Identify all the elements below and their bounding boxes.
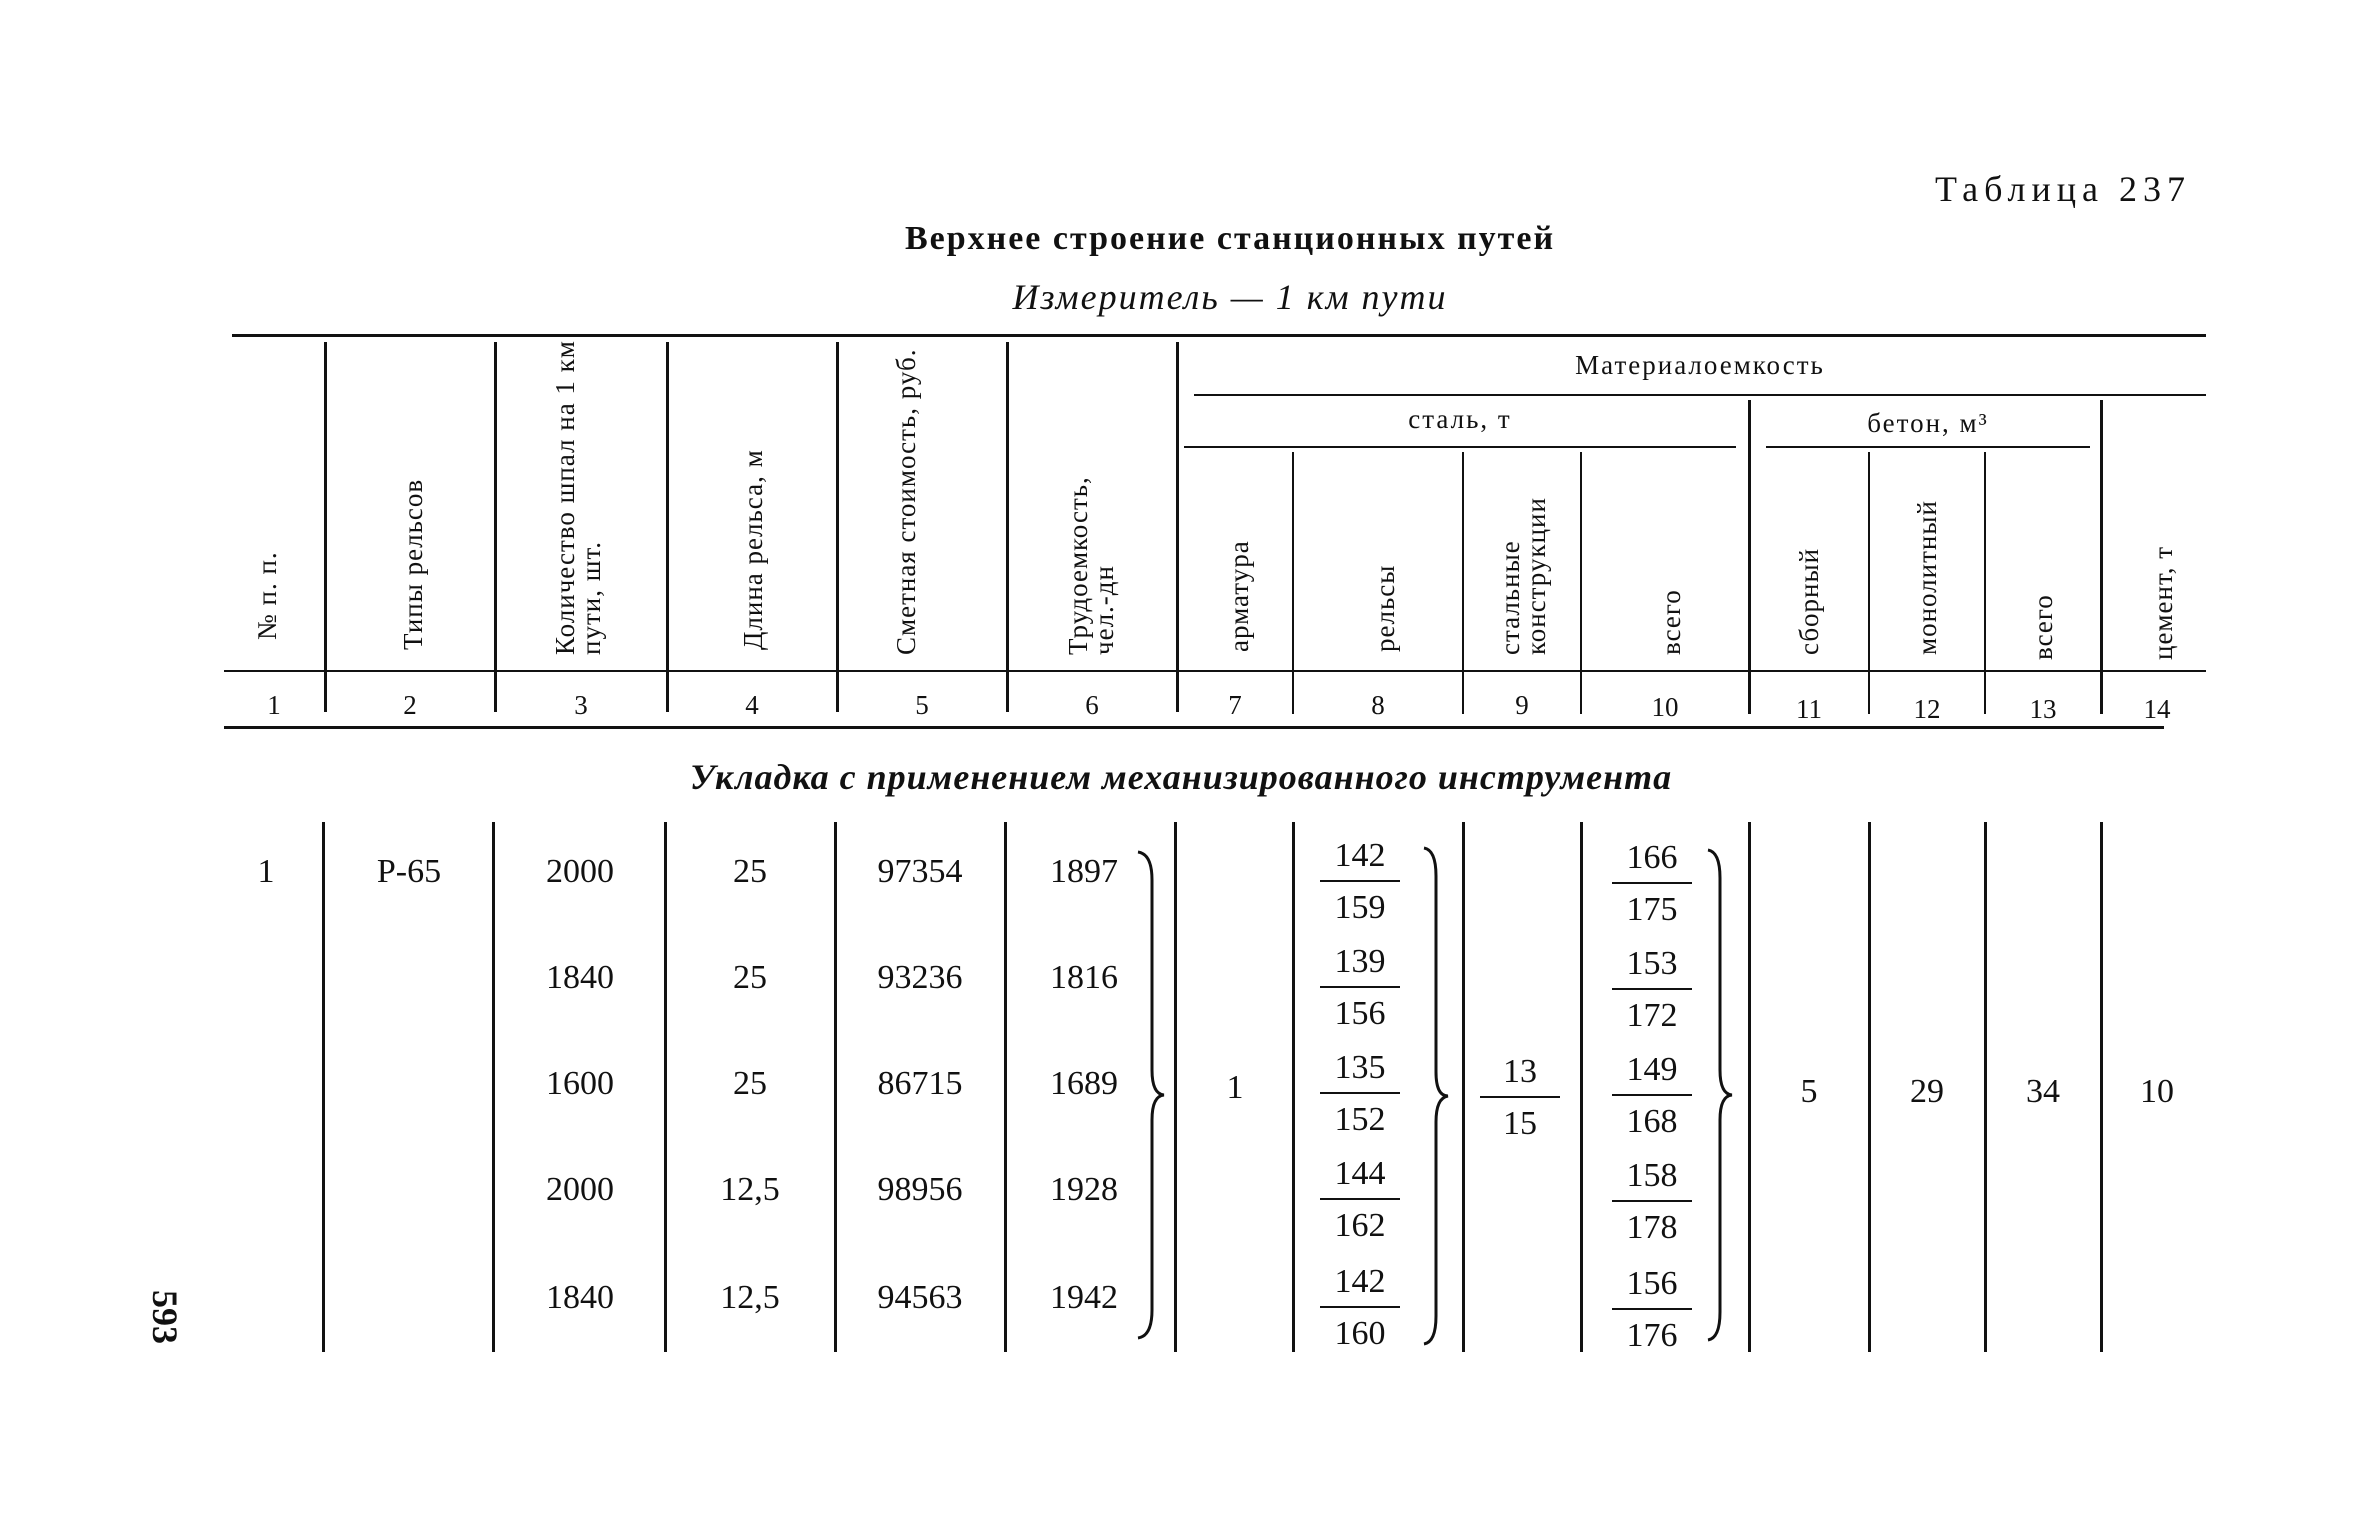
group-header-concrete: бетон, м³	[1867, 408, 1989, 438]
steel-structures-denominator: 15	[1480, 1096, 1560, 1144]
row-number: 1	[257, 853, 275, 890]
header-col-2: Типы рельсов	[398, 478, 428, 650]
rails-brace	[1422, 846, 1452, 1346]
header-divider	[1748, 400, 1751, 714]
rail-length-cell: 12,5	[720, 1171, 780, 1208]
labor-cell: 1816	[1050, 959, 1118, 996]
steel-total-fraction	[1612, 1156, 1692, 1248]
body-divider	[1174, 822, 1177, 1352]
header-col-11: сборный	[1794, 547, 1824, 655]
steel-total-fraction	[1612, 838, 1692, 930]
rails-denominator: 159	[1320, 880, 1400, 928]
rails-numerator: 139	[1334, 943, 1386, 980]
column-number: 4	[745, 690, 759, 720]
steel-total-denominator: 175	[1612, 882, 1692, 930]
rail-type: Р-65	[376, 853, 442, 890]
header-divider	[324, 342, 327, 712]
rails-numerator: 142	[1334, 1263, 1386, 1300]
cost-cell: 97354	[877, 853, 963, 890]
cost-cell: 93236	[877, 959, 963, 996]
steel-total-numerator: 166	[1626, 839, 1678, 876]
steel-structures-numerator: 13	[1503, 1053, 1537, 1090]
header-col-6: Трудоемкость, чел.-дн	[1063, 476, 1119, 655]
header-col-5: Сметная стоимость, руб.	[891, 348, 921, 655]
material-group-rule	[1194, 394, 2206, 396]
header-col-4: Длина рельса, м	[738, 449, 768, 650]
cost-cell: 98956	[877, 1171, 963, 1208]
cost-cell: 94563	[877, 1279, 963, 1316]
body-divider	[1462, 822, 1465, 1352]
column-number: 9	[1515, 690, 1529, 720]
header-col-13: всего	[2028, 594, 2058, 660]
column-number: 7	[1228, 690, 1242, 720]
rail-length-cell: 25	[733, 959, 767, 996]
column-number: 3	[574, 690, 588, 720]
header-divider	[494, 342, 497, 712]
rails-numerator: 142	[1334, 837, 1386, 874]
header-divider	[2100, 400, 2103, 714]
rails-numerator: 135	[1334, 1049, 1386, 1086]
sleepers-cell: 1600	[546, 1065, 614, 1102]
header-divider	[1462, 452, 1464, 714]
body-divider	[492, 822, 495, 1352]
column-number: 12	[1913, 694, 1941, 724]
labor-cell: 1689	[1050, 1065, 1118, 1102]
rails-numerator: 144	[1334, 1155, 1386, 1192]
rails-fraction	[1320, 1262, 1400, 1354]
column-number: 2	[403, 690, 417, 720]
header-col-1: № п. п.	[252, 551, 282, 640]
rails-denominator: 152	[1320, 1092, 1400, 1140]
sleepers-cell: 2000	[546, 1171, 614, 1208]
steel-total-fraction	[1612, 1050, 1692, 1142]
header-col-12: монолитный	[1912, 500, 1942, 655]
section-title: Укладка с применением механизированного инструмента	[689, 757, 1673, 797]
header-col-8: рельсы	[1370, 564, 1400, 652]
header-divider	[1984, 452, 1986, 714]
steel-total-fraction	[1612, 944, 1692, 1036]
steel-total-numerator: 149	[1626, 1051, 1678, 1088]
header-col-7: арматура	[1224, 540, 1254, 652]
header-divider	[836, 342, 839, 712]
header-divider	[1868, 452, 1870, 714]
cost-cell: 86715	[877, 1065, 963, 1102]
column-number: 10	[1651, 692, 1679, 722]
steel-total-denominator: 176	[1612, 1308, 1692, 1356]
concrete-monolithic-cell: 29	[1910, 1073, 1944, 1110]
column-number: 13	[2029, 694, 2057, 724]
concrete-precast-cell: 5	[1800, 1073, 1818, 1110]
sleepers-cell: 2000	[546, 853, 614, 890]
rails-denominator: 162	[1320, 1198, 1400, 1246]
rails-denominator: 156	[1320, 986, 1400, 1034]
body-divider	[1292, 822, 1295, 1352]
rails-fraction	[1320, 1154, 1400, 1246]
header-col-14: цемент, т	[2148, 545, 2178, 660]
steel-structures-fraction	[1480, 1052, 1560, 1144]
body-divider	[322, 822, 325, 1352]
header-divider	[1176, 342, 1179, 712]
header-col-3: Количество шпал на 1 км пути, шт.	[550, 340, 606, 655]
rails-fraction	[1320, 1048, 1400, 1140]
rails-fraction	[1320, 836, 1400, 928]
column-number: 14	[2143, 694, 2171, 724]
labor-cell: 1897	[1050, 853, 1118, 890]
unit-line: Измеритель — 1 км пути	[1012, 277, 1448, 317]
steel-group-rule	[1184, 446, 1736, 448]
cement-cell: 10	[2140, 1073, 2174, 1110]
concrete-group-rule	[1766, 446, 2090, 448]
group-header-steel: сталь, т	[1408, 404, 1512, 434]
rail-length-cell: 12,5	[720, 1279, 780, 1316]
rail-length-cell: 25	[733, 853, 767, 890]
column-number-rule	[224, 726, 2164, 729]
column-number: 1	[267, 690, 281, 720]
header-divider	[1580, 452, 1582, 714]
labor-brace	[1136, 850, 1166, 1340]
column-number: 6	[1085, 690, 1099, 720]
labor-cell: 1928	[1050, 1171, 1118, 1208]
body-divider	[1580, 822, 1583, 1352]
column-number: 5	[915, 690, 929, 720]
steel-total-numerator: 156	[1626, 1265, 1678, 1302]
table-number: Таблица 237	[1935, 169, 2191, 209]
steel-total-denominator: 172	[1612, 988, 1692, 1036]
armature-cell: 1	[1226, 1069, 1244, 1106]
table-title: Верхнее строение станционных путей	[904, 220, 1556, 257]
sleepers-cell: 1840	[546, 1279, 614, 1316]
rails-denominator: 160	[1320, 1306, 1400, 1354]
sleepers-cell: 1840	[546, 959, 614, 996]
column-number: 11	[1796, 694, 1822, 724]
header-col-9: стальные конструкции	[1495, 497, 1551, 655]
steel-total-numerator: 158	[1626, 1157, 1678, 1194]
steel-total-fraction	[1612, 1264, 1692, 1356]
top-rule	[232, 334, 2206, 337]
rails-fraction	[1320, 942, 1400, 1034]
header-divider	[1006, 342, 1009, 712]
header-divider	[1292, 452, 1294, 714]
header-bottom-rule	[224, 670, 2206, 672]
concrete-total-cell: 34	[2026, 1073, 2060, 1110]
column-number: 8	[1371, 690, 1385, 720]
steel-total-denominator: 168	[1612, 1094, 1692, 1142]
page-number: 593	[145, 1290, 185, 1344]
labor-cell: 1942	[1050, 1279, 1118, 1316]
steel-total-denominator: 178	[1612, 1200, 1692, 1248]
steel-total-numerator: 153	[1626, 945, 1678, 982]
header-divider	[666, 342, 669, 712]
group-header-material: Материалоемкость	[1575, 350, 1825, 380]
rail-length-cell: 25	[733, 1065, 767, 1102]
steel-total-brace	[1706, 848, 1736, 1342]
header-col-10: всего	[1656, 589, 1686, 655]
